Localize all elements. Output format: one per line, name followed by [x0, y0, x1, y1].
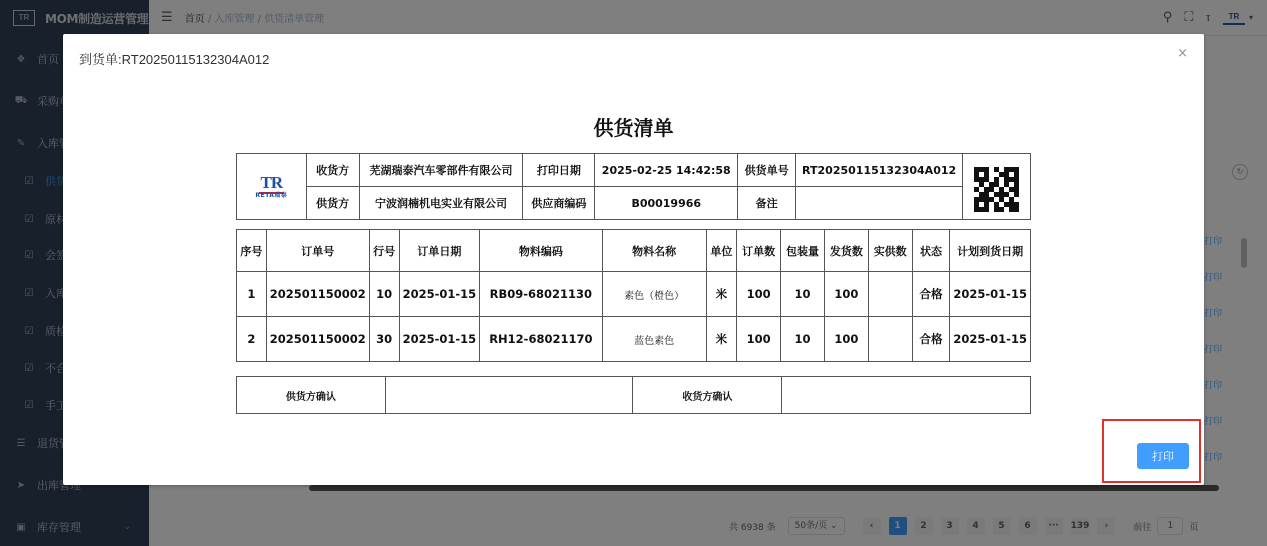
- supplier-label: 供货方: [306, 187, 359, 220]
- print-button[interactable]: 打印: [1137, 443, 1189, 469]
- document-title: 供货清单: [593, 116, 674, 140]
- column-header: 计划到货日期: [950, 230, 1031, 272]
- table-cell: 100: [737, 317, 781, 362]
- table-cell: 100: [737, 272, 781, 317]
- receiver-value: 芜湖瑞泰汽车零部件有限公司: [359, 154, 523, 187]
- table-cell: 蓝色素色: [602, 317, 706, 362]
- table-cell: 30: [369, 317, 399, 362]
- column-header: 物料名称: [602, 230, 706, 272]
- table-cell: 10: [781, 272, 825, 317]
- highlight-box: [1102, 419, 1201, 483]
- table-cell: 100: [824, 272, 868, 317]
- column-header: 发货数: [824, 230, 868, 272]
- table-cell: 202501150002: [266, 272, 369, 317]
- supply-items-table: [236, 229, 1031, 362]
- table-cell: 2025-01-15: [950, 272, 1031, 317]
- supply-header-table: [236, 153, 1031, 220]
- supplier-confirm-label: 供货方确认: [237, 377, 386, 414]
- table-cell: 10: [781, 317, 825, 362]
- table-cell: 10: [369, 272, 399, 317]
- table-cell: 100: [824, 317, 868, 362]
- table-cell: RB09-68021130: [480, 272, 602, 317]
- table-row: [237, 317, 1031, 362]
- column-header: 物料编码: [480, 230, 602, 272]
- close-icon[interactable]: ×: [1177, 46, 1188, 61]
- supply-no-value: RT20250115132304A012: [796, 154, 963, 187]
- signature-table: [236, 376, 1031, 414]
- table-cell: 2025-01-15: [950, 317, 1031, 362]
- table-cell: 合格: [912, 272, 950, 317]
- table-cell: 2025-01-15: [399, 317, 480, 362]
- table-cell: 2025-01-15: [399, 272, 480, 317]
- supplier-confirm-field: [385, 377, 633, 414]
- receiver-confirm-field: [782, 377, 1031, 414]
- column-header: 订单日期: [399, 230, 480, 272]
- column-header: 订单数: [737, 230, 781, 272]
- column-header: 状态: [912, 230, 950, 272]
- table-cell: 2: [237, 317, 267, 362]
- table-cell: [868, 317, 912, 362]
- supplier-code-value: B00019966: [595, 187, 738, 220]
- table-cell: 米: [706, 272, 737, 317]
- table-cell: 素色（橙色）: [602, 272, 706, 317]
- table-cell: [868, 272, 912, 317]
- qr-code-icon: [974, 167, 1019, 212]
- print-date-value: 2025-02-25 14:42:58: [595, 154, 738, 187]
- column-header: 包装量: [781, 230, 825, 272]
- table-cell: 米: [706, 317, 737, 362]
- table-row: [237, 272, 1031, 317]
- column-header: 行号: [369, 230, 399, 272]
- qr-code: [963, 154, 1031, 220]
- remark-label: 备注: [738, 187, 796, 220]
- remark-value: [796, 187, 963, 220]
- table-header-row: [237, 230, 1031, 272]
- column-header: 单位: [706, 230, 737, 272]
- supplier-value: 宁波润楠机电实业有限公司: [359, 187, 523, 220]
- table-cell: 1: [237, 272, 267, 317]
- table-cell: RH12-68021170: [480, 317, 602, 362]
- column-header: 序号: [237, 230, 267, 272]
- column-header: 实供数: [868, 230, 912, 272]
- supplier-code-label: 供应商编码: [523, 187, 595, 220]
- dialog-title: 到货单:RT20250115132304A012: [79, 52, 270, 67]
- company-logo: TR RETA瑞泰: [237, 154, 307, 220]
- supply-no-label: 供货单号: [738, 154, 796, 187]
- column-header: 订单号: [266, 230, 369, 272]
- supply-list-dialog: [63, 34, 1204, 485]
- receiver-confirm-label: 收货方确认: [633, 377, 782, 414]
- receiver-label: 收货方: [306, 154, 359, 187]
- print-date-label: 打印日期: [523, 154, 595, 187]
- table-cell: 合格: [912, 317, 950, 362]
- table-cell: 202501150002: [266, 317, 369, 362]
